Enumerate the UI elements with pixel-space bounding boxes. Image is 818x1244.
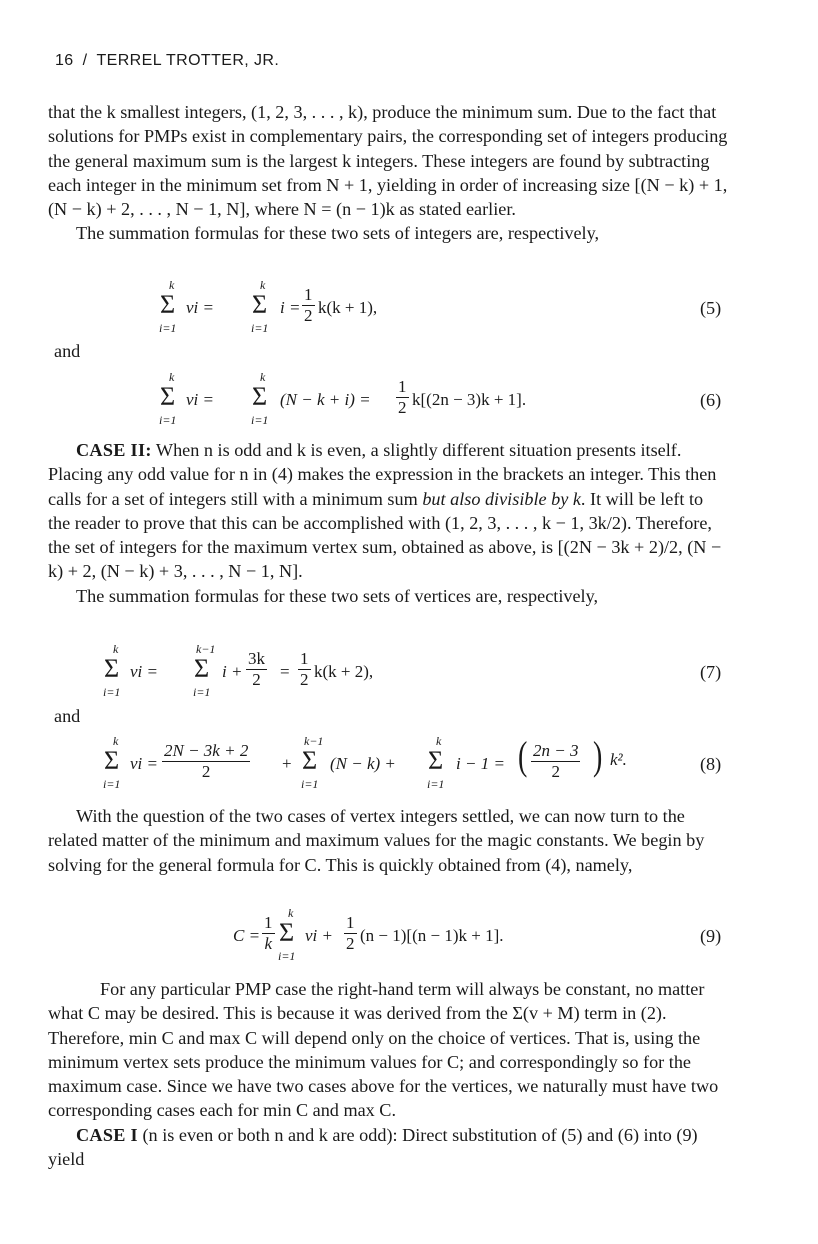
paragraph-5: For any particular PMP case the right-hand term will always be constant, no matter what C may be desired. This is because it was derived from the Σ(v + M) term in (2). Therefore, min C and max C will depend only on the choice of vertices. That is, using the minimum vertex sets produce the minimum values for C; and correspondingly so for the maximum case. Since we have two cases above for the vertices, we naturally must have two corresponding cases each for min C and max C.: [48, 979, 719, 1121]
eq6-mid: (N − k + i) =: [280, 390, 371, 409]
eq6-sigma-2: Σ: [252, 382, 268, 411]
eq5-rhs: k(k + 1),: [318, 298, 378, 317]
eq8-right-paren: ): [592, 733, 603, 778]
text-block-4: [48, 977, 728, 1171]
text-block-1: [48, 100, 728, 246]
paragraph-3: The summation formulas for these two sets of vertices are, respectively,: [76, 585, 599, 606]
equation-5: [0, 278, 818, 335]
eq7-sigma-1: Σ: [104, 654, 120, 683]
and-connector-1: and: [54, 341, 81, 361]
case-2-paragraph: CASE II: When n is odd and k is even, a slightly different situation presents itself. Placing any odd value for n in (4) makes the expression in the brackets an integer. This then calls for a set of integers still with a minimum sum but also divisible by k. It will be left to the reader to prove that this can be accomplished with (1, 2, 3, . . . , k − 1, 3k/2). Therefore, the set of integers for the maximum vertex sum, obtained as above, is [(2N − 3k + 2)/2, (N − k) + 2, (N − k) + 3, . . . , N − 1, N].: [48, 440, 722, 582]
eq8-left-paren: (: [517, 733, 528, 778]
eq8-plus: +: [282, 754, 292, 773]
eq8-sum3-upper: k: [436, 734, 442, 748]
eq5-sigma-1: Σ: [160, 290, 176, 319]
eq9-fraction-2: $\frac{1}{2}$: [346, 913, 355, 953]
eq7-number: (7): [700, 662, 722, 682]
eq7-lhs: vi =: [130, 662, 158, 681]
eq6-rhs: k[(2n − 3)k + 1].: [412, 390, 527, 409]
eq8-mid2: i − 1 =: [456, 754, 505, 773]
equation-9: [0, 906, 818, 963]
eq7-sum1-lower: i=1: [103, 685, 121, 699]
equation-6: [0, 370, 818, 427]
eq8-sigma-2: Σ: [302, 746, 318, 775]
eq7-sum2-lower: i=1: [193, 685, 211, 699]
eq6-fraction: $\frac{1}{2}$: [398, 377, 407, 417]
page-number: 16: [55, 52, 74, 69]
author-name: TERREL TROTTER, JR.: [96, 52, 280, 69]
case-1-paragraph: CASE I (n is even or both n and k are odd): Direct substitution of (5) and (6) into (9) yield: [48, 1124, 698, 1170]
eq7-sigma-2: Σ: [194, 654, 210, 683]
eq8-sigma-1: Σ: [104, 746, 120, 775]
eq5-sum1-lower: i=1: [159, 321, 177, 335]
equation-8: [0, 733, 818, 791]
eq7-sum2-upper: k−1: [196, 642, 216, 656]
eq9-number: (9): [700, 926, 722, 946]
text-block-2: [48, 438, 728, 608]
eq8-sum1-upper: k: [113, 734, 119, 748]
case-1-label: CASE I: [76, 1124, 138, 1145]
case-2-italic: but also divisible by k: [422, 488, 581, 509]
eq9-mid: vi +: [305, 926, 333, 945]
eq9-fraction-1: $\frac{1}{k}$: [264, 913, 273, 953]
eq5-sum2-lower: i=1: [251, 321, 269, 335]
eq8-sum3-lower: i=1: [427, 777, 445, 791]
eq9-rhs: (n − 1)[(n − 1)k + 1].: [360, 926, 504, 945]
eq5-lhs: vi =: [186, 298, 214, 317]
eq8-rhs: k².: [610, 750, 627, 769]
and-connector-2: and: [54, 706, 81, 726]
eq9-sum-lower: i=1: [278, 949, 296, 963]
eq8-number: (8): [700, 754, 722, 774]
eq5-number: (5): [700, 298, 722, 318]
eq5-sigma-2: Σ: [252, 290, 268, 319]
equation-7: [0, 642, 818, 699]
eq8-sum2-lower: i=1: [301, 777, 319, 791]
eq9-lhs: C =: [233, 926, 261, 945]
eq6-sigma-1: Σ: [160, 382, 176, 411]
eq8-sum1-lower: i=1: [103, 777, 121, 791]
paragraph-2: The summation formulas for these two sets of integers are, respectively,: [76, 223, 600, 244]
paragraph-4: With the question of the two cases of vertex integers settled, we can now turn to the related matter of the minimum and maximum values for the magic constants. We begin by solving for the general formula for C. This is quickly obtained from (4), namely,: [48, 806, 705, 875]
eq8-fraction-1: $\frac{2N - 3k + 2}{2}$: [164, 741, 249, 781]
eq5-sum2-upper: k: [260, 278, 266, 292]
eq6-sum1-lower: i=1: [159, 413, 177, 427]
eq6-sum1-upper: k: [169, 370, 175, 384]
eq8-mid: (N − k) +: [330, 754, 396, 773]
case-2-label: CASE II:: [76, 440, 152, 460]
header-separator: /: [82, 52, 88, 69]
eq6-lhs: vi =: [186, 390, 214, 409]
eq9-sigma: Σ: [279, 918, 295, 947]
eq8-sigma-3: Σ: [428, 746, 444, 775]
eq8-sum2-upper: k−1: [304, 734, 324, 748]
eq6-sum2-lower: i=1: [251, 413, 269, 427]
eq7-sum1-upper: k: [113, 642, 119, 656]
eq5-fraction: $\frac{1}{2}$: [304, 285, 313, 325]
paragraph-1: that the k smallest integers, (1, 2, 3, . . . , k), produce the minimum sum. Due to the fact that solutions for PMPs exist in complementary pairs, the corresponding set of integers producing the general maximum sum is the largest k integers. These integers are found by subtracting each integer in the minimum set from N + 1, yielding in order of increasing size [(N − k) + 1, (N − k) + 2, . . . , N − 1, N], where N = (n − 1)k as stated earlier.: [48, 102, 728, 220]
eq8-lhs: vi =: [130, 754, 158, 773]
eq7-fraction-2: $\frac{1}{2}$: [300, 649, 309, 689]
eq7-mid: i +: [222, 662, 243, 681]
text-block-3: [48, 804, 728, 877]
eq8-fraction-2: $\frac{2n - 3}{2}$: [533, 741, 579, 781]
running-header: [55, 52, 279, 70]
eq6-number: (6): [700, 390, 722, 410]
eq6-sum2-upper: k: [260, 370, 266, 384]
eq5-sum1-upper: k: [169, 278, 175, 292]
eq7-equals: =: [280, 662, 290, 681]
eq7-fraction-1: $\frac{3k}{2}$: [248, 649, 265, 689]
eq5-mid: i =: [280, 298, 301, 317]
eq9-sum-upper: k: [288, 906, 294, 920]
eq7-rhs: k(k + 2),: [314, 662, 374, 681]
